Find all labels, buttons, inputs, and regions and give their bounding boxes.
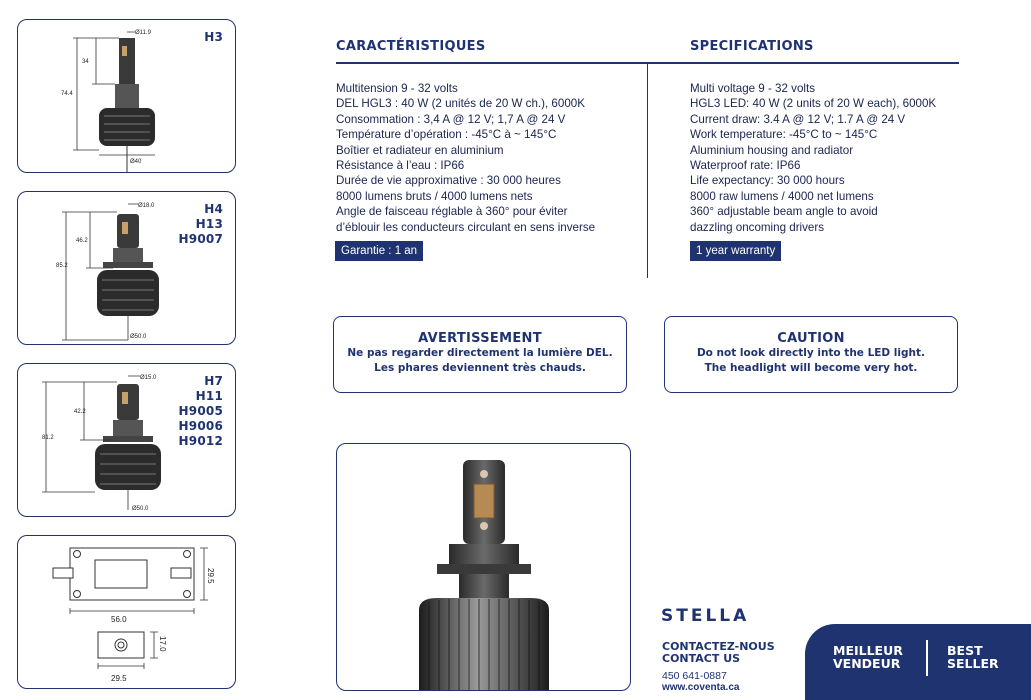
divider-en [648, 62, 959, 64]
section-title-en: SPECIFICATIONS [690, 39, 814, 54]
contact-website[interactable]: www.coventa.ca [662, 682, 740, 693]
dim-top: Ø11.9 [135, 30, 151, 36]
warning-box-fr [333, 316, 627, 393]
spec-item: d’éblouir les conducteurs circulant en sens inverse [336, 220, 596, 234]
diagram-card-h4 [17, 191, 236, 345]
best-seller-en: BEST SELLER [947, 643, 999, 671]
dim-upper: 46.2 [76, 238, 88, 244]
led-bulb-image [337, 444, 631, 691]
led-chip [474, 484, 494, 518]
contact-heading [662, 641, 775, 665]
diagram-card-h3 [17, 19, 236, 173]
model-label: H3 [204, 30, 223, 44]
spec-item: 8000 lumens bruts / 4000 lumens nets [336, 189, 533, 203]
stella-logo [661, 604, 767, 631]
bulb-led-body [119, 38, 135, 84]
spec-item: Boîtier et radiateur en aluminium [336, 143, 504, 157]
warning-line: Ne pas regarder directement la lumière DEL. [347, 347, 613, 359]
spec-item: Température d’opération : -45°C à ~ 145°C [336, 128, 557, 142]
spec-item: dazzling oncoming drivers [690, 220, 825, 234]
model-list [204, 30, 223, 45]
spec-item: 8000 raw lumens / 4000 net lumens [690, 189, 874, 203]
model-list [179, 374, 223, 449]
section-title-fr: CARACTÉRISTIQUES [336, 39, 486, 54]
dim-height: 85.2 [56, 263, 68, 269]
dim-driver-height: 29.5 [206, 568, 215, 584]
dim-height: 74.4 [61, 91, 73, 97]
model-label: H9005 [178, 404, 223, 418]
dim-upper: 34 [82, 59, 89, 65]
spec-item: Aluminium housing and radiator [690, 143, 854, 157]
badge-separator [926, 640, 928, 676]
dim-base: Ø50.0 [130, 334, 147, 340]
svg-text:STELLA: STELLA [661, 606, 750, 626]
driver-dimension-drawing [18, 536, 236, 689]
diagram-card-h7 [17, 363, 236, 517]
spec-item: DEL HGL3 : 40 W (2 unités de 20 W ch.), 6000K [336, 97, 585, 111]
driver-connector-left [53, 568, 73, 578]
spec-list-fr [336, 81, 595, 235]
warning-line: Do not look directly into the LED light. [696, 347, 926, 359]
warning-title: CAUTION [777, 331, 845, 346]
divider-fr [336, 62, 648, 64]
dim-small-height: 17.0 [158, 636, 167, 652]
diagram-card-driver [17, 535, 236, 689]
bulb-heatsink [97, 270, 159, 316]
spec-item: Durée de vie approximative : 30 000 heures [336, 174, 561, 188]
spec-item: Multi voltage 9 - 32 volts [690, 82, 816, 95]
spec-item: 360° adjustable beam angle to avoid [690, 205, 878, 219]
spec-item: Multitension 9 - 32 volts [336, 82, 458, 95]
warning-line: Les phares deviennent très chauds. [374, 362, 586, 374]
dim-height: 81.2 [42, 435, 54, 441]
warranty-badge-fr: Garantie : 1 an [335, 241, 423, 261]
dim-small-width: 29.5 [111, 674, 127, 683]
model-label: H9006 [178, 419, 223, 433]
best-seller-fr: MEILLEUR VENDEUR [833, 643, 903, 671]
model-label: H13 [195, 217, 223, 231]
bulb-collar [449, 544, 519, 566]
spec-item: Work temperature: -45°C to ~ 145°C [690, 128, 878, 142]
spec-item: Current draw: 3.4 A @ 12 V; 1.7 A @ 24 V [690, 112, 906, 126]
model-label: H4 [204, 202, 223, 216]
contact-phone: 450 641-0887 [662, 670, 727, 682]
spec-list-en [690, 81, 936, 235]
bulb-heatsink [95, 444, 161, 490]
dim-base: Ø40 [130, 159, 142, 165]
spec-item: Consommation : 3,4 A @ 12 V; 1,7 A @ 24 V [336, 112, 566, 126]
model-list [179, 202, 223, 247]
model-label: H9012 [178, 434, 223, 448]
spec-item: Résistance à l’eau : IP66 [336, 159, 465, 173]
dim-top: Ø15.0 [140, 375, 157, 381]
product-photo [336, 443, 631, 691]
dim-top: Ø18.0 [138, 203, 155, 209]
spec-item: Life expectancy: 30 000 hours [690, 174, 845, 188]
warning-title: AVERTISSEMENT [418, 331, 542, 346]
dim-driver-width: 56.0 [111, 615, 127, 624]
dim-upper: 42.2 [74, 409, 86, 415]
column-divider [647, 64, 648, 278]
contact-title-en: CONTACT US [662, 652, 741, 665]
driver-connector-right [171, 568, 191, 578]
spec-item: Waterproof rate: IP66 [690, 159, 801, 173]
model-label: H11 [195, 389, 223, 403]
led-chip [122, 46, 127, 56]
warranty-badge-en: 1 year warranty [690, 241, 781, 261]
led-chip [122, 222, 128, 234]
warning-box-en [664, 316, 958, 393]
warning-line: The headlight will become very hot. [704, 362, 918, 374]
bulb-neck [115, 84, 139, 108]
spec-item: Angle de faisceau réglable à 360° pour éviter [336, 205, 568, 219]
driver-small-module [98, 632, 144, 658]
dim-base: Ø50.0 [132, 506, 149, 512]
model-label: H7 [204, 374, 223, 388]
best-seller-badge [805, 624, 1031, 700]
model-label: H9007 [178, 232, 223, 246]
led-chip [122, 392, 128, 404]
spec-item: HGL3 LED: 40 W (2 units of 20 W each), 6000K [690, 97, 937, 111]
contact-title-fr: CONTACTEZ-NOUS [662, 640, 775, 653]
